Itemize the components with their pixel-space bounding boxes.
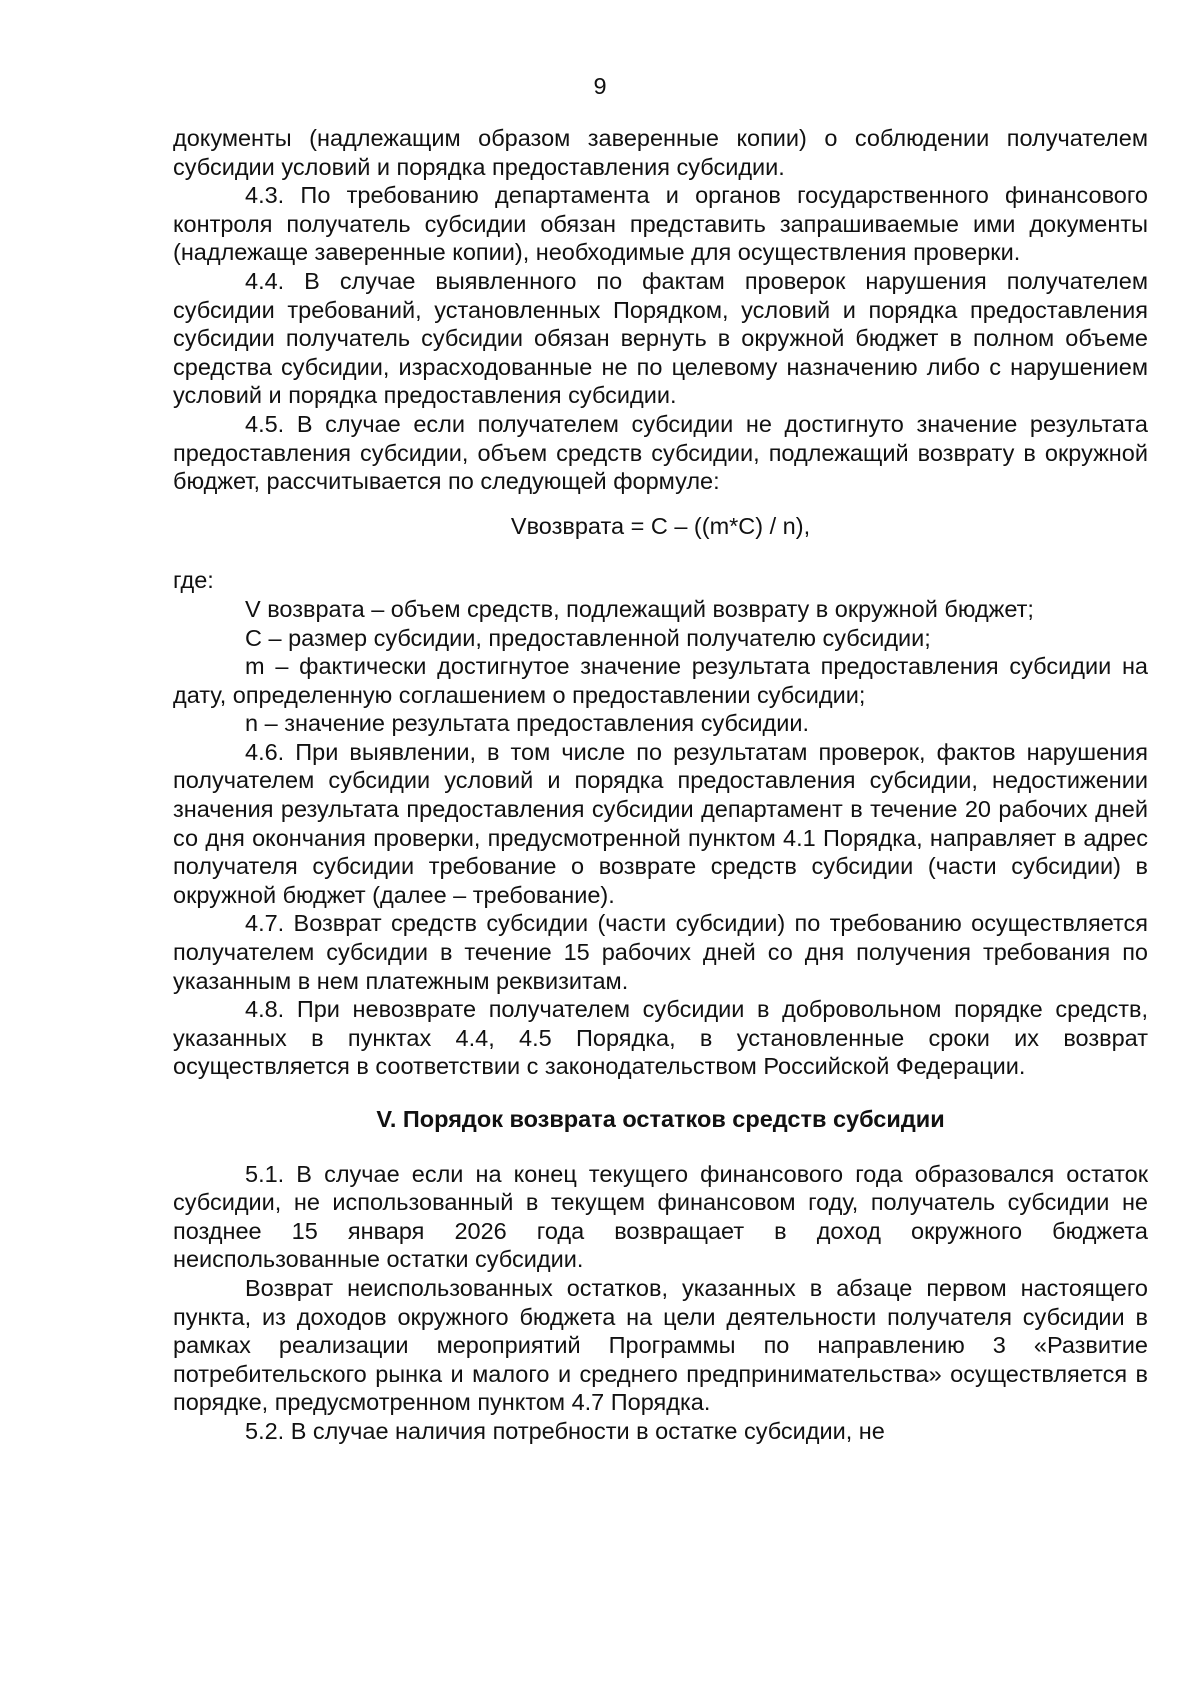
paragraph-4-7: 4.7. Возврат средств субсидии (части субсидии) по требованию осуществляется получателем субсидии в течение 15 рабочих дней со дня получения требования по указанным в нем платежным реквизитам. <box>173 910 1148 994</box>
paragraph-5-1: 5.1. В случае если на конец текущего финансового года образовался остаток субсидии, не использованный в текущем финансовом году, получатель субсидии не позднее 15 января 2026 года возвращает в доход окружного бюджета неиспользованные остатки субсидии. <box>173 1160 1148 1273</box>
paragraph-5-1-return: Возврат неиспользованных остатков, указанных в абзаце первом настоящего пункта, из доходов окружного бюджета на цели деятельности получателя субсидии в рамках реализации мероприятий Программы по направлению 3 «Развитие потребительского рынка и малого и среднего предпринимательства» осуществляется в порядке, предусмотренном пунктом 4.7 Порядка. <box>173 1274 1148 1416</box>
paragraph-4-6: 4.6. При выявлении, в том числе по результатам проверок, фактов нарушения получателем субсидии условий и порядка предоставления субсидии, недостижении значения результата предоставления субсидии департамент в течение 20 рабочих дней со дня окончания проверки, предусмотренной пунктом 4.1 Порядка, направляет в адрес получателя субсидии требование о возврате средств субсидии (части субсидии) в окружной бюджет (далее – требование). <box>173 738 1148 908</box>
page-number: 9 <box>593 73 607 99</box>
paragraph-continuation: документы (надлежащим образом заверенные копии) о соблюдении получателем субсидии условий и порядка предоставления субсидии. <box>173 125 1148 180</box>
definition-m: m – фактически достигнутое значение результата предоставления субсидии на дату, определенную соглашением о предоставлении субсидии; <box>173 653 1148 708</box>
section-heading: V. Порядок возврата остатков средств субсидии <box>376 1106 945 1132</box>
document-body <box>173 124 1148 1446</box>
definition-v: V возврата – объем средств, подлежащий возврату в окружной бюджет; <box>245 595 1034 622</box>
formula: Vвозврата = C – ((m*C) / n), <box>510 512 811 539</box>
definition-n: n – значение результата предоставления субсидии. <box>245 710 810 737</box>
paragraph-4-4: 4.4. В случае выявленного по фактам проверок нарушения получателем субсидии требований, установленных Порядком, условий и порядка предоставления субсидии получатель субсидии обязан вернуть в окружной бюджет в полном объеме средства субсидии, израсходованные не по целевому назначению либо с нарушением условий и порядка предоставления субсидии. <box>173 267 1148 409</box>
paragraph-5-2: 5.2. В случае наличия потребности в остатке субсидии, не <box>245 1417 885 1444</box>
paragraph-4-3: 4.3. По требованию департамента и органов государственного финансового контроля получатель субсидии обязан представить запрашиваемые ими документы (надлежаще заверенные копии), необходимые для осуществления проверки. <box>173 182 1148 266</box>
definition-c: С – размер субсидии, предоставленной получателю субсидии; <box>245 624 931 651</box>
where-label: где: <box>173 567 214 594</box>
paragraph-4-5: 4.5. В случае если получателем субсидии не достигнуто значение результата предоставления субсидии, объем средств субсидии, подлежащий возврату в окружной бюджет, рассчитывается по следующей формуле: <box>173 410 1148 495</box>
paragraph-4-8: 4.8. При невозврате получателем субсидии в добровольном порядке средств, указанных в пунктах 4.4, 4.5 Порядка, в установленные сроки их возврат осуществляется в соответствии с законодательством Российской Федерации. <box>173 996 1148 1080</box>
